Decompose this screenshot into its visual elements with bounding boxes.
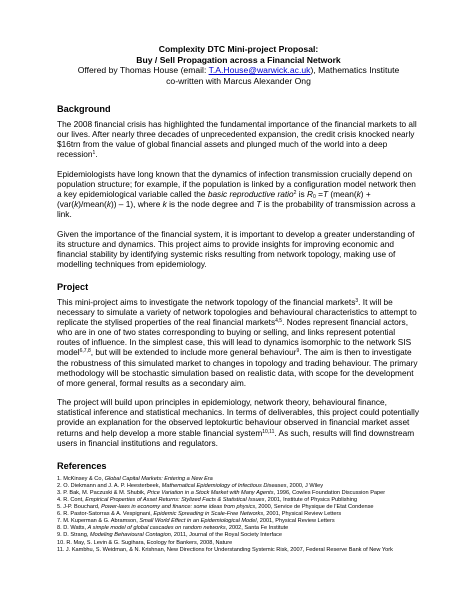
project-paragraph-1: This mini-project aims to investigate the network topology of the financial markets$^3$. It will be necessary to simulate a variety of network topologies and behavioural characteristics to attempt to replicate the stylised properties of the real financial markets$^{4,5}$. Nodes represent financial actors, who are in one of two states corresponding to buying or selling, and links represent potential routes of influence. In the simplest case, this will lead to dynamics isomorphic to the network SIS model$^{6,7,8}$, but will be extended to include more general behaviour$^9$. The aim is then to investigate the robustness of this simulated market to changes in topology and trading behaviour. The primary methodology will be stochastic simulation based on realistic data, with scope for the development of more general, formal results as a secondary aim. [57,297,418,388]
reference-item: 9. D. Strang, Modeling Behavioural Contagion, 2011, Journal of the Royal Society Interface [57,532,283,539]
offered-suffix: ), Mathematics Institute [310,65,400,75]
author-line [57,65,420,76]
background-paragraph-2: Epidemiologists have long known that the dynamics of infection transmission crucially depend on population structure; for example, if the population is linked by a configuration model network then a key epidemiological variable called the basic reproductive ratio$^2$ is $R_0 =T$ (mean(k) + (var(k)/mean(k)) – 1), where k is the node degree and T is the probability of transmission across a link. [57,168,416,220]
reference-item: 10. R. May, S. Levin & G. Sugihara, Ecology for Bankers, 2008, Nature [57,539,233,546]
reference-item: 5. J-P. Bouchard, Power-laws in economy and finance: some ideas from physics, 2000, Service de Physique de l'Etat Condense [57,504,374,511]
reference-item: 1. McKinsey & Co, Global Capital Markets: Entering a New Era [57,475,213,482]
reference-item: 4. R. Cont, Empirical Properties of Asset Returns: Stylized Facts & Statistical Issues, 2001, Institute of Physics Publishing [57,496,358,503]
reference-item: 6. R. Pastor-Satorras & A. Vespignani, Epidemic Spreading in Scale-Free Networks, 2001, Physical Review Letters [57,511,342,518]
reference-item: 3. P. Bak, M. Paczuski & M. Shubik, Price Variation in a Stock Market with Many Agents, 1996, Cowles Foundation Discussion Paper [57,489,386,496]
references-heading: References [57,460,107,471]
reference-item: 11. J. Kambhu, S. Weidman, & N. Krishnan, New Directions for Understanding Systemic Risk, 2007, Federal Reserve Bank of New York [57,546,393,553]
offered-prefix: Offered by Thomas House (email: [77,65,209,75]
cowritten-line: co-written with Marcus Alexander Ong [166,75,311,86]
project-paragraph-2: The project will build upon principles in epidemiology, network theory, behavioural finance, statistical inference and statistical mechanics. In terms of deliverables, this project could potentially provide an explanation for the observed leptokurtic behaviour observed in financial market asset returns and help develop a more stable financial system$^{10,11}$. As such, results will find downstream users in financial institutions and regulators. [57,397,420,448]
project-heading: Project [57,282,89,292]
author-email-link[interactable]: T.A.House@warwick.ac.uk [208,65,311,75]
background-paragraph-3: Given the importance of the financial system, it is important to develop a greater understanding of its structure and dynamics. This project aims to provide insights for improving economic and financial stability by identifying systemic risks resulting from network topology, making use of modelling techniques from epidemiology. [57,228,415,269]
background-heading: Background [57,104,111,114]
title-line-2: Buy / Sell Propagation across a Financial Network [136,54,341,65]
reference-item: 7. M. Kuperman & G. Abramson, Small World Effect in an Epidemiological Model, 2001, Physical Review Letters [57,518,335,525]
title-line-1: Complexity DTC Mini-project Proposal: [158,44,319,54]
title-block [57,44,420,86]
reference-item: 2. O. Diekmann and J. A. P. Heesterbeek, Mathematical Epidemiology of Infectious Diseases, 2000, J Wiley [57,482,324,489]
background-paragraph-1: The 2008 financial crisis has highlighted the fundamental importance of the financial markets to all our lives. After nearly three decades of unprecedented expansion, the credit crisis knocked nearly $16trn from the value of global financial assets and plunged much of the world into a deep recession$^1$. [57,119,417,160]
reference-item: 8. D. Watts, A simple model of global cascades on random networks, 2002, Santa Fe Institute [57,525,289,532]
references-list [57,476,420,554]
